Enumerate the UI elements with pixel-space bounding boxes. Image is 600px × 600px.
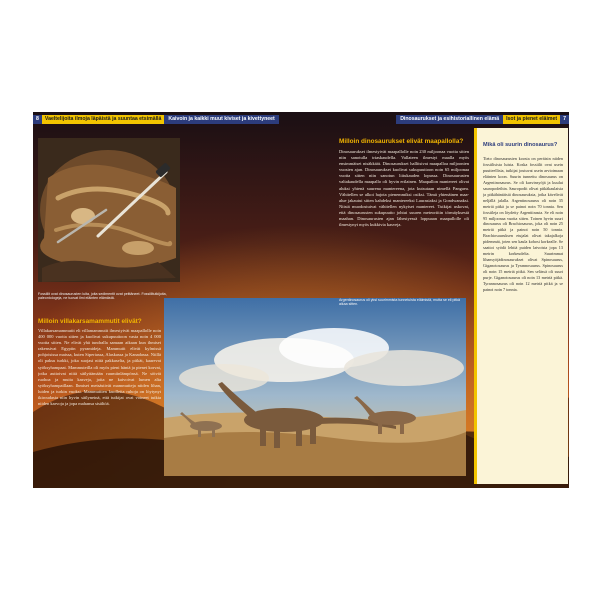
- left-chapter-tab: Kaivoin ja kaikki muut kiviset ja kivettyneet: [164, 115, 278, 124]
- right-page-number: 7: [560, 115, 569, 124]
- fossil-caption: Fossiilit ovat dinosaurusten luita, joita sedimentit ovat peittäneet. Fossiilitutkijoita, paleontologeja, ne tuovat ilmi eläinten elämästä.: [38, 292, 167, 301]
- left-page-header: [33, 115, 279, 124]
- left-page-number: 8: [33, 115, 42, 124]
- fossil-excavation-photo: [38, 138, 180, 282]
- sidebar-heading: Mikä oli suurin dinosaurus?: [483, 142, 558, 148]
- scene-caption: Argentinosaurus oli yksi suurimmista tunnetuista eläimistä, mutta se eli pitkä aikaa sitten.: [339, 298, 461, 307]
- dinosaur-herd-illustration: [164, 298, 466, 476]
- sidebar-body-text: Tieto dinosaurusten koosta on peräisin niiden fossiilisista luista. Koska fossiilit ovat usein puutteellisia, tutkijat joutuvat usein arvioimaan eläinten koon. Suurin tunnettu dinosaurus on Argentinosaurus. Se oli kasvinsyöjä ja kuului sauropodeihin. Sauropodit olivat pitkäkaulaisia ja pitkähäntäisiä dinosauruksia, jotka kävelivät neljällä jalalla. Argentinosaurus oli noin 35 metriä pitkä ja se painoi noin 70 tonnia. Sen fossiileja on löydetty Argentiinasta. Se eli noin 95 miljoonaa vuotta sitten. Toinen hyvin suuri dinosaurus oli Brachiosaurus, joka oli noin 25 metriä pitkä ja painoi noin 50 tonnia. Brachiosauruksen etujalat olivat takajalkoja pidemmät, joten sen kaula kohosi korkealle. Se saattoi syödä lehtiä puiden latvoista jopa 13 metrin korkeudelta. Suurimmat lihansyöjädinosaurukset olivat Spinosaurus, Giganotosaurus ja Tyrannosaurus. Spinosaurus oli noin 15 metriä pitkä. Sen selässä oli suuri purje. Giganotosaurus oli noin 13 metriä pitkä. Tyrannosaurus oli noin 12 metriä pitkä ja se painoi noin 7 tonnia.: [483, 156, 563, 292]
- left-body-text: Villakarsamammutit eli villamammutit ilmestyivät maapallolle noin 400 000 vuotta sitten ja kuolivat sukupuuttoon vasta noin 4 000 vuotta sitten. Ne elivät yhä tundralla samaan aikaan kun ihmiset rakensivat Egyptin pyramideja. Mammutit elivät kylmissä pohjoisissa maissa, kuten Siperiassa, Alaskassa ja Kanadassa. Niillä oli paksu turkki, joka suojasi niitä pakkaselta, ja pitkät, kaarevat syöksyhampaat. Mammuteilla oli myös pieni häntä ja pienet korvat, jotka auttoivat niitä säilyttämään ruumiinlämpönsä. Ne söivät ruohoa ja muita kasveja, joita ne kaivoivat lumen alta syöksyhampaillaan. Ihmiset metsästivät mammutteja niiden lihan, luiden ja turkin vuoksi. Mammuttien kuolleita ruhoja on löytynyt ikiroudasta niin hyvin säilyneinä, että tutkijat ovat voineet tutkia niiden karvoja ja jopa mahansa sisältöä.: [38, 328, 161, 407]
- middle-heading: Milloin dinosaurukset elivät maapallolla?: [339, 138, 464, 145]
- left-heading: Milloin villakarsamammutit elivät?: [38, 318, 142, 325]
- right-page-header: [396, 115, 569, 124]
- book-spread: [33, 112, 569, 488]
- right-section-tab: Isot ja pienet eläimet: [503, 115, 560, 124]
- right-chapter-tab: Dinosaurukset ja esihistoriallinen elämä: [396, 115, 503, 124]
- sidebar-box: [474, 128, 568, 484]
- left-section-tab: Vaeltelijoita ilmoja läpäistä ja suuntaa etsimällä: [42, 115, 164, 124]
- middle-body-text: Dinosaurukset ilmestyivät maapallolle noin 230 miljoonaa vuotta sitten niin sanotulla triaskaudella. Vallateen ilmestyi maalla myös ensimmäiset nisäkkäät. Dinosaurukset hallitsivat maapalloa miljoonien vuosien ajan. Dinosaurukset kuolivat sukupuuttoon noin 65 miljoonaa vuotta sitten niin sanotun liitukauden lopussa. Dinosaurusten valtakaudella maapallo oli hyvin erilainen. Maapallon mantereet olivat aluksi yhtenä suurena mantereena, jota kutsutaan nimellä Pangaea. Vähitellen se alkoi hajota pienemmiksi osiksi. Tämä yhtenäinen maa-alue jakautui sitten kahdeksi mantereeksi Laurasiaksi ja Gondwanaksi. Niistä muodostuivat vähitellen nykyiset mantereet. Tutkijat uskovat, että dinosaurusten sukupuutto johtui suuren meteoriitin törmäyksestä maahan. Dinosaurusten ajan lähestyessä loppuaan maapallolle oli ilmestynyt myös kukkivia kasveja.: [339, 149, 469, 228]
